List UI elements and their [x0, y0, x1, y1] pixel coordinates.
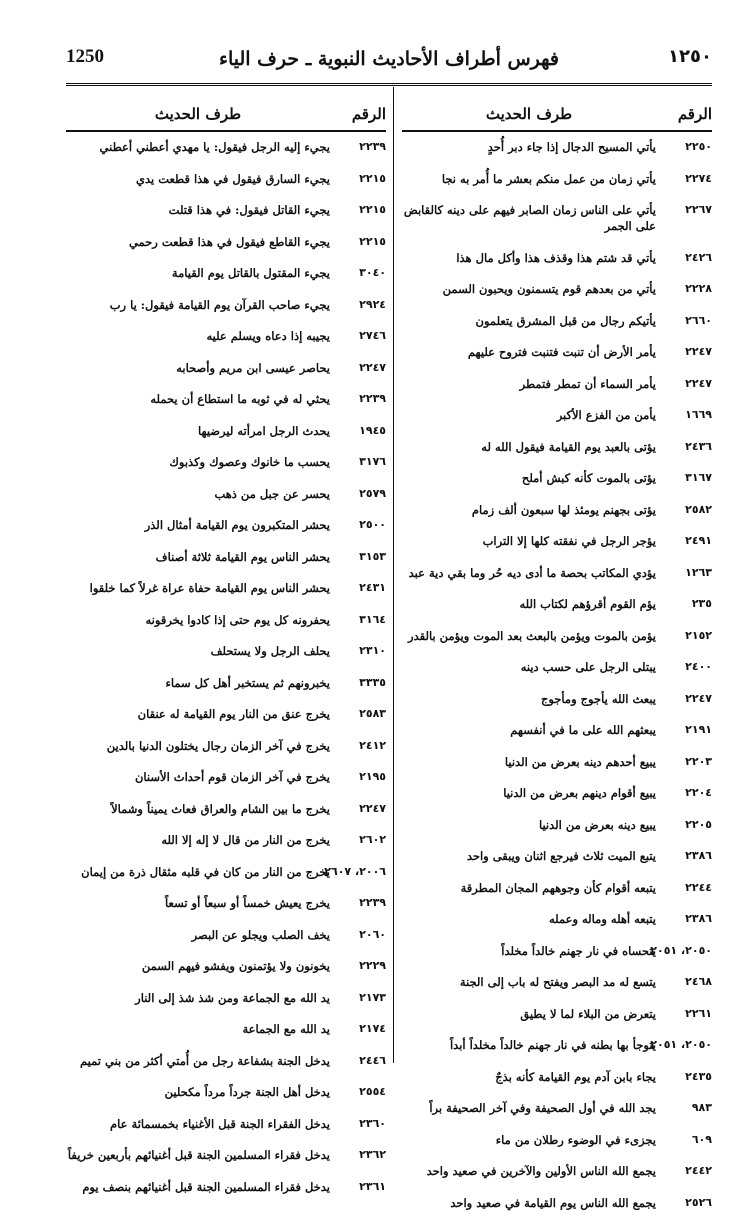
hadith-number: ٢٢١٥: [330, 234, 386, 250]
hadith-number: ٢٤٢٦: [656, 250, 712, 266]
hadith-text: يدخل فقراء المسلمين الجنة قبل أغنيائهم بنصف يوم: [66, 1179, 330, 1195]
hadith-number: ٢٠٠٦، ٢٦٠٧: [330, 864, 386, 880]
hadith-text: يحسر عن جبل من ذهب: [66, 486, 330, 502]
hadith-entry: [66, 573, 386, 605]
hadith-entry: [66, 510, 386, 542]
hadith-text: يجيء صاحب القرآن يوم القيامة فيقول: يا رب: [66, 297, 330, 313]
hadith-text: يتحساه في نار جهنم خالداً مخلداً: [402, 943, 656, 959]
hadith-text: يخرج من النار من قال لا إله إلا الله: [66, 832, 330, 848]
hadith-text: يحشر الناس يوم القيامة ثلاثة أصناف: [66, 549, 330, 565]
hadith-entry: [402, 652, 712, 684]
hadith-entry: [66, 416, 386, 448]
hadith-text: يجيء إليه الرجل فيقول: يا مهدي أعطني أعطني: [66, 139, 330, 155]
hadith-text: يأتي زمان من عمل منكم بعشر ما أُمر به نجا: [402, 171, 656, 187]
hadith-entry: [66, 447, 386, 479]
hadith-entry: [402, 1156, 712, 1188]
hadith-number: ٢٦٦٠: [656, 313, 712, 329]
hadith-entry: [66, 227, 386, 259]
hadith-entry: [66, 384, 386, 416]
hadith-entry: [402, 164, 712, 196]
hadith-number: ٢٤٦٨: [656, 974, 712, 990]
hadith-entry: [402, 463, 712, 495]
hadith-number: ٢٢٣٩: [330, 895, 386, 911]
hadith-number: ٢٢٦٧: [656, 202, 712, 218]
hadith-text: يجاء بابن آدم يوم القيامة كأنه بذجٌ: [402, 1069, 656, 1085]
hadith-text: يؤجر الرجل في نفقته كلها إلا التراب: [402, 533, 656, 549]
hadith-number: ٩٨٣: [656, 1100, 712, 1116]
hadith-text: يبعث الله يأجوج ومأجوج: [402, 691, 656, 707]
right-entry-list: [402, 132, 712, 1219]
hadith-text: يخرج في آخر الزمان قوم أحداث الأسنان: [66, 769, 330, 785]
hadith-number: ٢٣٨٦: [656, 911, 712, 927]
hadith-number: ١٩٤٥: [330, 423, 386, 439]
hadith-text: يتعرض من البلاء لما لا يطيق: [402, 1006, 656, 1022]
hadith-text: يبيع دينه بعرض من الدنيا: [402, 817, 656, 833]
hadith-text: يخرج من النار من كان في قلبه مثقال ذرة من إيمان: [66, 864, 330, 880]
hadith-number: ٦٠٩: [656, 1132, 712, 1148]
hadith-entry: [66, 353, 386, 385]
hadith-number: ٢٣٨٦: [656, 848, 712, 864]
hadith-entry: [402, 243, 712, 275]
hadith-text: يدخل أهل الجنة جرداً مرداً مكحلين: [66, 1084, 330, 1100]
hadith-entry: [66, 321, 386, 353]
hadith-number: ٢٢٢٩: [330, 958, 386, 974]
hadith-number: ٢٢٢٨: [656, 281, 712, 297]
hadith-entry: [66, 1140, 386, 1172]
hadith-entry: [66, 1014, 386, 1046]
hadith-entry: [66, 983, 386, 1015]
hadith-text: يؤتى بالعبد يوم القيامة فيقول الله له: [402, 439, 656, 455]
hadith-entry: [402, 810, 712, 842]
page-title: فهرس أطراف الأحاديث النبوية ـ حرف الياء: [66, 48, 712, 70]
hadith-number: ٣١٦٤: [330, 612, 386, 628]
hadith-entry: [402, 495, 712, 527]
hadith-text: يجمع الله الناس يوم القيامة في صعيد واحد: [402, 1195, 656, 1211]
hadith-text: يحدث الرجل امرأته ليرضيها: [66, 423, 330, 439]
hadith-text: يتبعه أهله وماله وعمله: [402, 911, 656, 927]
hadith-text: يتسع له مد البصر ويفتح له باب إلى الجنة: [402, 974, 656, 990]
hadith-text: يجيء المقتول بالقاتل يوم القيامة: [66, 265, 330, 281]
hadith-number: ٢١٥٢: [656, 628, 712, 644]
page-number-arabic: ١٢٥٠: [668, 46, 712, 67]
hadith-text: يخرج يعيش خمساً أو سبعاً أو تسعاً: [66, 895, 330, 911]
hadith-entry: [402, 841, 712, 873]
hadith-text: يجد الله في أول الصحيفة وفي آخر الصحيفة براً: [402, 1100, 656, 1116]
hadith-number: ٢٤٩١: [656, 533, 712, 549]
hadith-entry: [66, 636, 386, 668]
hadith-number: ٢٢٥٠: [656, 139, 712, 155]
hadith-number: ٢١٩١: [656, 722, 712, 738]
hadith-number: ٢٢٦١: [656, 1006, 712, 1022]
hadith-number: ٢٣٦٠: [330, 1116, 386, 1132]
hadith-entry: [402, 558, 712, 590]
hadith-number: ٢٢٤٧: [656, 344, 712, 360]
hadith-text: يؤم القوم أقرؤهم لكتاب الله: [402, 596, 656, 612]
hadith-text: يؤمن بالموت ويؤمن بالبعث بعد الموت ويؤمن بالقدر: [402, 628, 656, 644]
hadith-number: ٢٤٤٦: [330, 1053, 386, 1069]
hadith-entry: [66, 479, 386, 511]
hadith-entry: [402, 936, 712, 968]
hadith-entry: [402, 967, 712, 999]
hadith-entry: [402, 1030, 712, 1062]
hadith-entry: [402, 432, 712, 464]
hadith-text: يبتلى الرجل على حسب دينه: [402, 659, 656, 675]
hadith-entry: [402, 400, 712, 432]
hadith-text: يد الله مع الجماعة ومن شذ شذ إلى النار: [66, 990, 330, 1006]
hadith-entry: [66, 1077, 386, 1109]
hadith-number: ١٢٦٣: [656, 565, 712, 581]
hadith-number: ٢٦٠٢: [330, 832, 386, 848]
hadith-text: يحلف الرجل ولا يستحلف: [66, 643, 330, 659]
hadith-text: يد الله مع الجماعة: [66, 1021, 330, 1037]
hadith-entry: [66, 605, 386, 637]
hadith-entry: [66, 132, 386, 164]
hadith-text: يدخل الجنة بشفاعة رجل من أُمتي أكثر من بني تميم: [66, 1053, 330, 1069]
column-header-number: الرقم: [656, 105, 712, 123]
hadith-number: ٢٠٥٠، ٢٠٥١: [656, 943, 712, 959]
left-column-header: [66, 98, 386, 132]
hadith-number: ٢٢١٥: [330, 171, 386, 187]
hadith-number: ٢٣١٠: [330, 643, 386, 659]
hadith-text: يدخل فقراء المسلمين الجنة قبل أغنيائهم بأربعين خريفاً: [66, 1147, 330, 1163]
hadith-text: يخونون ولا يؤتمنون ويفشو فيهم السمن: [66, 958, 330, 974]
hadith-number: ٢٢٤٤: [656, 880, 712, 896]
hadith-text: يحثي له في ثوبه ما استطاع أن يحمله: [66, 391, 330, 407]
hadith-entry: [402, 589, 712, 621]
hadith-number: ٢٤١٢: [330, 738, 386, 754]
hadith-number: ٢٢٤٧: [330, 801, 386, 817]
hadith-entry: [66, 668, 386, 700]
hadith-text: يجيبه إذا دعاه ويسلم عليه: [66, 328, 330, 344]
hadith-text: يجيء القاطع فيقول في هذا قطعت رحمي: [66, 234, 330, 250]
hadith-number: ١٦٦٩: [656, 407, 712, 423]
hadith-text: يجزىء في الوضوء رطلان من ماء: [402, 1132, 656, 1148]
hadith-number: ٢٤٣١: [330, 580, 386, 596]
hadith-number: ٢٢٤٧: [656, 691, 712, 707]
right-column-header: [402, 98, 712, 132]
hadith-entry: [402, 999, 712, 1031]
left-entry-list: [66, 132, 386, 1203]
left-column: [66, 98, 386, 1203]
header-rule: [66, 83, 712, 86]
hadith-entry: [66, 888, 386, 920]
hadith-number: ٢٥٧٩: [330, 486, 386, 502]
hadith-number: ٢٢٠٣: [656, 754, 712, 770]
hadith-entry: [402, 747, 712, 779]
hadith-number: ٢٥٨٢: [656, 502, 712, 518]
hadith-number: ٢٤٠٠: [656, 659, 712, 675]
hadith-entry: [66, 794, 386, 826]
hadith-number: ٢٢١٥: [330, 202, 386, 218]
hadith-number: ٢٢٠٥: [656, 817, 712, 833]
hadith-text: يحشر المتكبرون يوم القيامة أمثال الذر: [66, 517, 330, 533]
hadith-entry: [402, 904, 712, 936]
hadith-number: ٢٠٦٠: [330, 927, 386, 943]
hadith-text: يجيء السارق فيقول في هذا قطعت يدي: [66, 171, 330, 187]
hadith-number: ٣٣٣٥: [330, 675, 386, 691]
hadith-text: يخرج عنق من النار يوم القيامة له عنقان: [66, 706, 330, 722]
column-header-number: الرقم: [330, 105, 386, 123]
hadith-number: ٢٧٤٦: [330, 328, 386, 344]
hadith-text: يؤدي المكاتب بحصة ما أدى ديه حُر وما بقي دية عبد: [402, 565, 656, 581]
hadith-text: يأتي على الناس زمان الصابر فيهم على دينه كالقابض على الجمر: [402, 202, 656, 234]
hadith-entry: [402, 1125, 712, 1157]
hadith-text: يحشر الناس يوم القيامة حفاة عراة غرلاً كما خلقوا: [66, 580, 330, 596]
hadith-entry: [66, 195, 386, 227]
hadith-entry: [402, 778, 712, 810]
hadith-number: ٢٣٦٢: [330, 1147, 386, 1163]
hadith-number: ٢٤٣٥: [656, 1069, 712, 1085]
hadith-number: ٢٩٢٤: [330, 297, 386, 313]
hadith-entry: [402, 274, 712, 306]
hadith-number: ٢٣٥: [656, 596, 712, 612]
hadith-entry: [66, 258, 386, 290]
hadith-entry: [66, 920, 386, 952]
hadith-number: ٢٤٣٦: [656, 439, 712, 455]
hadith-entry: [402, 369, 712, 401]
hadith-text: يدخل الفقراء الجنة قبل الأغنياء بخمسمائة عام: [66, 1116, 330, 1132]
hadith-entry: [66, 762, 386, 794]
page-header: [66, 44, 712, 80]
hadith-text: يخف الصلب ويجلو عن البصر: [66, 927, 330, 943]
hadith-entry: [66, 542, 386, 574]
hadith-text: يتوجأ بها بطنه في نار جهنم خالداً مخلداً أبداً: [402, 1037, 656, 1053]
hadith-entry: [402, 715, 712, 747]
column-header-text: طرف الحديث: [66, 105, 330, 123]
hadith-text: يؤتى بالموت كأنه كبش أملح: [402, 470, 656, 486]
hadith-entry: [402, 337, 712, 369]
hadith-number: ٢١٩٥: [330, 769, 386, 785]
hadith-text: يأمر الأرض أن تنبت فتنبت فتروح عليهم: [402, 344, 656, 360]
hadith-entry: [66, 857, 386, 889]
hadith-number: ٢٤٤٢: [656, 1163, 712, 1179]
hadith-entry: [402, 621, 712, 653]
hadith-entry: [402, 684, 712, 716]
hadith-text: يتبع الميت ثلاث فيرجع اثنان ويبقى واحد: [402, 848, 656, 864]
hadith-entry: [66, 290, 386, 322]
hadith-text: يجيء القاتل فيقول: في هذا قتلت: [66, 202, 330, 218]
hadith-text: يبيع أحدهم دينه بعرض من الدنيا: [402, 754, 656, 770]
hadith-text: يحفرونه كل يوم حتى إذا كادوا يخرقونه: [66, 612, 330, 628]
page-number-latin: 1250: [66, 46, 104, 68]
hadith-number: ٢٢٣٩: [330, 139, 386, 155]
column-header-text: طرف الحديث: [402, 105, 656, 123]
hadith-entry: [402, 195, 712, 243]
hadith-text: يحسب ما خانوك وعصوك وكذبوك: [66, 454, 330, 470]
hadith-number: ٢٥٥٤: [330, 1084, 386, 1100]
hadith-number: ٢٢٤٧: [656, 376, 712, 392]
hadith-entry: [402, 132, 712, 164]
hadith-text: يأمر السماء أن تمطر فتمطر: [402, 376, 656, 392]
hadith-number: ٢٢٣٩: [330, 391, 386, 407]
hadith-entry: [402, 873, 712, 905]
hadith-entry: [66, 1046, 386, 1078]
hadith-number: ٣١٥٣: [330, 549, 386, 565]
hadith-number: ٣٠٤٠: [330, 265, 386, 281]
hadith-number: ٣١٦٧: [656, 470, 712, 486]
hadith-number: ٢٥٢٦: [656, 1195, 712, 1211]
hadith-entry: [402, 306, 712, 338]
hadith-entry: [66, 164, 386, 196]
hadith-number: ٢٢٠٤: [656, 785, 712, 801]
hadith-entry: [402, 1093, 712, 1125]
hadith-text: يتبعه أقوام كأن وجوههم المجان المطرقة: [402, 880, 656, 896]
hadith-entry: [402, 1188, 712, 1219]
hadith-number: ٢٥٨٣: [330, 706, 386, 722]
hadith-text: يخرج في آخر الزمان رجال يختلون الدنيا بالدين: [66, 738, 330, 754]
hadith-entry: [66, 699, 386, 731]
hadith-entry: [66, 825, 386, 857]
hadith-number: ٢٥٠٠: [330, 517, 386, 533]
column-divider: [393, 87, 394, 1063]
hadith-number: ٢٠٥٠، ٢٠٥١: [656, 1037, 712, 1053]
hadith-text: يبعثهم الله على ما في أنفسهم: [402, 722, 656, 738]
hadith-text: يأتي من بعدهم قوم يتسمنون ويحبون السمن: [402, 281, 656, 297]
hadith-text: يأمن من الفزع الأكبر: [402, 407, 656, 423]
hadith-text: يأتي المسيح الدجال إذا جاء دبر أُحدٍ: [402, 139, 656, 155]
hadith-number: ٢١٧٣: [330, 990, 386, 1006]
hadith-entry: [402, 1062, 712, 1094]
hadith-number: ٣١٧٦: [330, 454, 386, 470]
hadith-entry: [66, 1172, 386, 1204]
hadith-number: ٢٢٧٤: [656, 171, 712, 187]
hadith-text: يخرج ما بين الشام والعراق فعاث يميناً وشمالاً: [66, 801, 330, 817]
hadith-entry: [66, 731, 386, 763]
hadith-text: يؤتى بجهنم يومئذ لها سبعون ألف زمام: [402, 502, 656, 518]
hadith-text: يخبرونهم ثم يستخبر أهل كل سماء: [66, 675, 330, 691]
right-column: [402, 98, 712, 1219]
hadith-entry: [402, 526, 712, 558]
hadith-number: ٢٣٦١: [330, 1179, 386, 1195]
hadith-text: يجمع الله الناس الأولين والآخرين في صعيد واحد: [402, 1163, 656, 1179]
hadith-text: يبيع أقوام دينهم بعرض من الدنيا: [402, 785, 656, 801]
hadith-text: يحاصر عيسى ابن مريم وأصحابه: [66, 360, 330, 376]
hadith-number: ٢١٧٤: [330, 1021, 386, 1037]
hadith-entry: [66, 951, 386, 983]
hadith-entry: [66, 1109, 386, 1141]
hadith-number: ٢٢٤٧: [330, 360, 386, 376]
hadith-text: يأتيكم رجال من قبل المشرق يتعلمون: [402, 313, 656, 329]
hadith-text: يأتي قد شتم هذا وقذف هذا وأكل مال هذا: [402, 250, 656, 266]
